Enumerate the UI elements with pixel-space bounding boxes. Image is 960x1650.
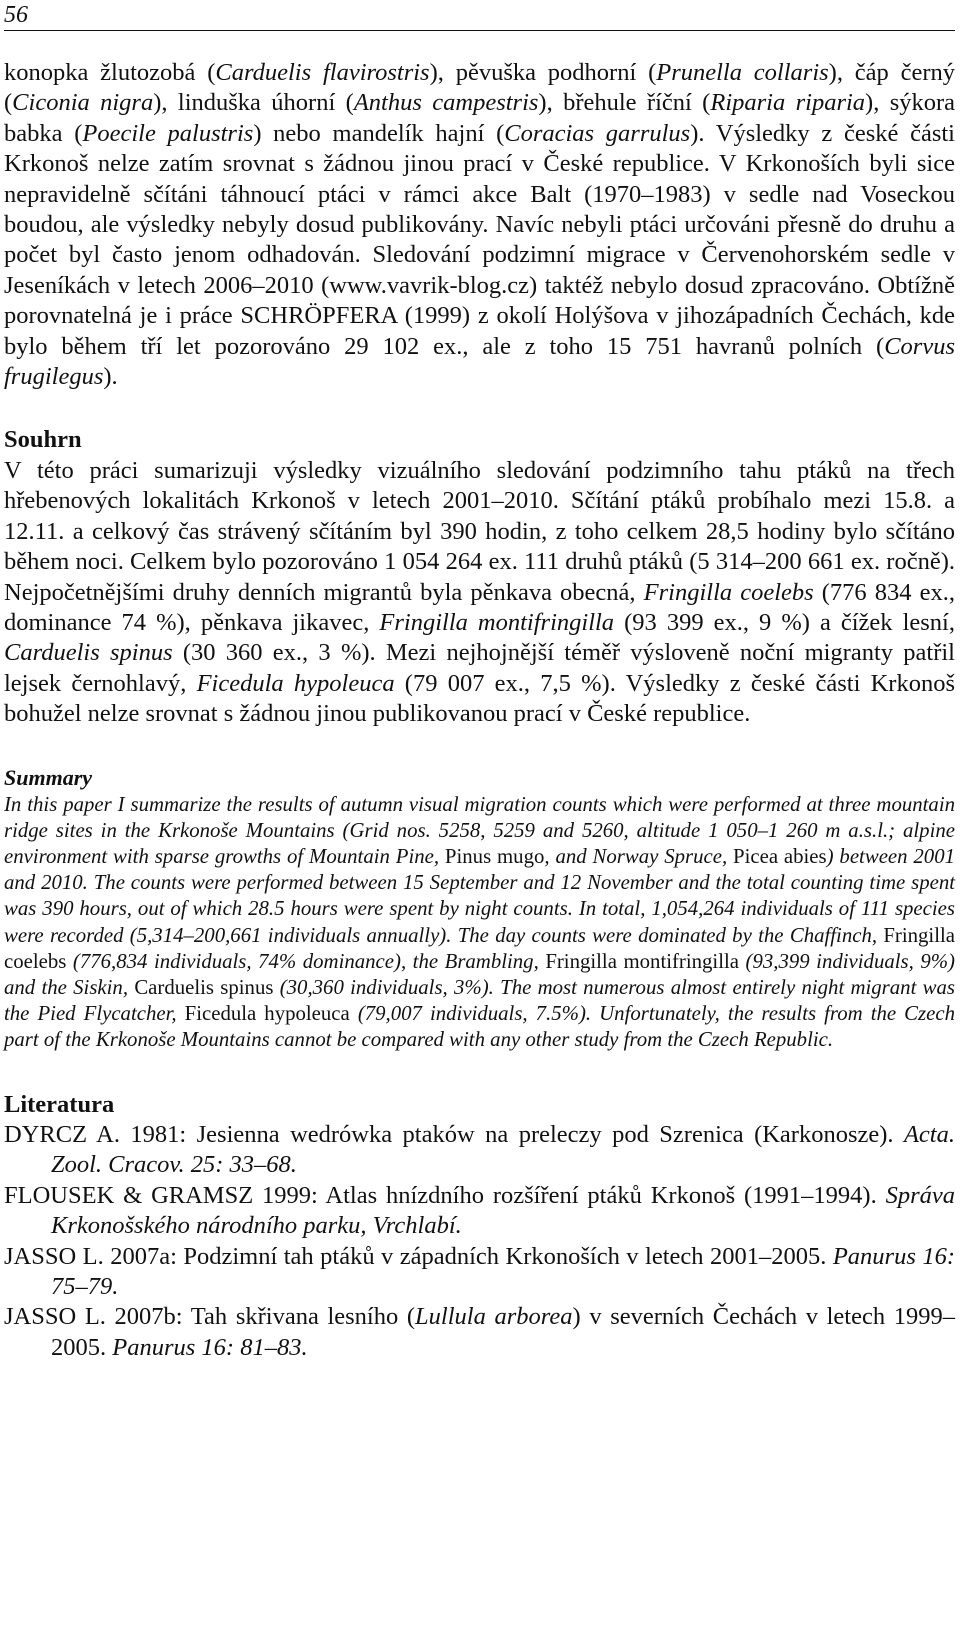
text-run: ), čáp černý ( bbox=[4, 59, 955, 117]
header-rule bbox=[4, 30, 955, 31]
text-run: ), břehule říční ( bbox=[538, 89, 711, 117]
species-name: Ficedula hypoleuca bbox=[184, 1002, 350, 1026]
species-name: Ficedula hypoleuca bbox=[196, 669, 395, 697]
text-run: V této práci sumarizuji výsledky vizuálního sledování podzimního tahu ptáků na třech hřebenových lokalitách Krkonoš v letech 2001–2010. Sčítání ptáků probíhalo mezi 15.8. a 12.11. a celkový čas strávený sčítáním byl 390 hodin, z toho celkem 28,5 hodiny bylo sčítáno během noci. Celkem bylo pozorováno 1 054 264 ex. 111 druhů ptáků (5 314–200 661 ex. ročně). Nejpočetnějšími druhy denních migrantů byla pěnkava obecná, bbox=[4, 456, 955, 606]
literatura-heading: Literatura bbox=[4, 1090, 115, 1118]
reference-text: ) v severních Čechách v letech 1999–2005. bbox=[51, 1303, 955, 1361]
souhrn-heading: Souhrn bbox=[4, 426, 82, 454]
species-name: Anthus campestris bbox=[353, 89, 539, 117]
species-name: Fringilla coelebs bbox=[643, 578, 814, 606]
text-run: ) nebo mandelík hajní ( bbox=[253, 119, 505, 147]
souhrn-paragraph bbox=[4, 456, 955, 730]
species-name: Fringilla coelebs bbox=[4, 923, 955, 973]
reference-source: Acta. Zool. Cracov. 25: 33–68. bbox=[51, 1120, 955, 1179]
species-name: Corvus frugilegus bbox=[4, 332, 955, 391]
species-name: Carduelis spinus bbox=[134, 975, 274, 999]
text-run: (79,007 individuals, 7.5%). Unfortunately, the results from the Czech part of the Krkonoše Mountains cannot be compared with any other study from the Czech Republic. bbox=[4, 1002, 955, 1052]
reference-text: DYRCZ A. 1981: Jesienna wedrówka ptaków na preleczy pod Szrenica (Karkonosze). bbox=[4, 1120, 904, 1148]
summary-heading: Summary bbox=[4, 764, 93, 790]
reference-text: FLOUSEK & GRAMSZ 1999: Atlas hnízdního rozšíření ptáků Krkonoš (1991–1994). bbox=[4, 1181, 886, 1209]
section-spacer bbox=[4, 1054, 955, 1090]
text-run: ). bbox=[103, 363, 118, 391]
page-content bbox=[4, 58, 955, 1363]
species-name: Ciconia nigra bbox=[12, 89, 154, 117]
text-run: ), sýkora babka ( bbox=[4, 89, 956, 147]
species-name: Carduelis spinus bbox=[4, 639, 173, 667]
reference-text: JASSO L. 2007a: Podzimní tah ptáků v západních Krkonoších v letech 2001–2005. bbox=[4, 1242, 833, 1270]
species-name: Fringilla montifringilla bbox=[545, 949, 739, 973]
reference-item bbox=[4, 1242, 955, 1303]
reference-source: Panurus 16: 75–79. bbox=[51, 1242, 955, 1300]
species-name: Poecile palustris bbox=[82, 119, 254, 147]
text-run: ). Výsledky z české části Krkonoš nelze zatím srovnat s žádnou jinou prací v České republice. V Krkonoších byli sice nepravidelně sčítáni táhnoucí ptáci v rámci akce Balt (1970–1983) v sedle nad Voseckou boudou, ale výsledky nebyly dosud publikovány. Navíc nebyli ptáci určováni přesně do druhu a počet byl často jenom odhadován. Sledování podzimní migrace v Červenohorském sedle v Jeseníkách v letech 2006–2010 (www.vavrik-blog.cz) taktéž nebylo dosud zpracováno. Obtížně porovnatelná je i práce SCHRÖPFERA (1999) z okolí Holýšova v jihozápadních Čechách, kde bylo během tří let pozorováno 29 102 ex., ale z toho 15 751 havranů polních ( bbox=[4, 119, 955, 360]
section-spacer bbox=[4, 392, 955, 425]
reference-source: Správa Krkonošského národního parku, Vrchlabí. bbox=[51, 1181, 955, 1240]
reference-item bbox=[4, 1302, 955, 1363]
text-run: (30 360 ex., 3 %). Mezi nejhojnější téměř výsloveně noční migranty patřil lejsek černohlavý, bbox=[4, 639, 955, 697]
reference-item bbox=[4, 1120, 955, 1181]
text-run: ), pěvuška podhorní ( bbox=[429, 59, 657, 86]
species-name: Riparia riparia bbox=[710, 89, 866, 117]
species-name: Carduelis flavirostris bbox=[215, 59, 430, 86]
text-run: (79 007 ex., 7,5 %). Výsledky z české části Krkonoš bohužel nelze srovnat s žádnou jinou publikovanou prací v České republice. bbox=[4, 669, 955, 728]
text-run: (30,360 individuals, 3%). The most numerous almost entirely night migrant was the Pied Flycatcher, bbox=[4, 975, 955, 1026]
text-run: In this paper I summarize the results of autumn visual migration counts which were performed at three mountain ridge sites in the Krkonoše Mountains (Grid nos. 5258, 5259 and 5260, altitude 1 050–1 260 m a.s.l.; alpine environment with sparse growths of Mountain Pine, bbox=[4, 792, 955, 868]
reference-source: Panurus 16: 81–83. bbox=[112, 1333, 308, 1361]
species-name: Prunella collaris bbox=[656, 59, 829, 86]
text-run: (93,399 individuals, 9%) and the Siskin, bbox=[4, 949, 955, 999]
section-spacer bbox=[4, 730, 955, 764]
text-run: (776,834 individuals, 74% dominance), the Brambling, bbox=[66, 949, 546, 973]
text-run: ) between 2001 and 2010. The counts were performed between 15 September and 12 November and the total counting time spent was 390 hours, out of which 28.5 hours were spent by night counts. In total, 1,054,264 individuals of 111 species were recorded (5,314–200,661 individuals annually). The day counts were dominated by the Chaffinch, bbox=[4, 844, 956, 947]
species-name: Lullula arborea bbox=[415, 1303, 573, 1331]
text-run: (776 834 ex., dominance 74 %), pěnkava jikavec, bbox=[4, 578, 955, 636]
page-number: 56 bbox=[4, 2, 28, 28]
text-run: (93 399 ex., 9 %) a čížek lesní, bbox=[614, 608, 955, 636]
species-name: Coracias garrulus bbox=[504, 119, 691, 147]
text-run: ), linduška úhorní ( bbox=[153, 89, 354, 117]
species-name: Pinus mugo bbox=[444, 844, 545, 868]
reference-text: JASSO L. 2007b: Tah skřivana lesního ( bbox=[4, 1303, 416, 1331]
species-name: Picea abies bbox=[733, 844, 827, 868]
summary-paragraph bbox=[4, 792, 955, 1054]
text-run: konopka žlutozobá ( bbox=[4, 59, 216, 86]
reference-item bbox=[4, 1181, 955, 1242]
text-run: , and Norway Spruce, bbox=[544, 844, 734, 868]
intro-paragraph bbox=[4, 58, 955, 392]
species-name: Fringilla montifringilla bbox=[379, 608, 615, 636]
